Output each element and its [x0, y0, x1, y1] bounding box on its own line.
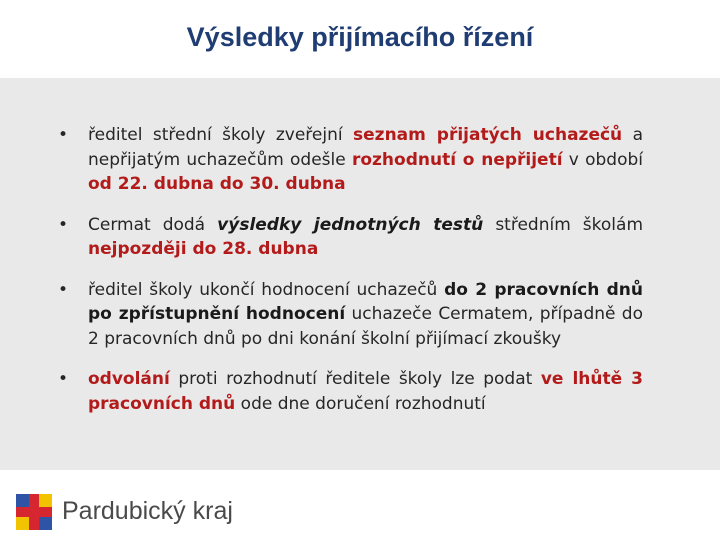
- bullet-text-segment: Cermat dodá: [88, 214, 218, 235]
- content-panel: [0, 78, 720, 470]
- bullet-text-segment: proti rozhodnutí ředitele školy lze podat: [169, 369, 541, 389]
- footer: [0, 470, 720, 540]
- bullet-text-segment: rozhodnutí o nepřijetí: [351, 149, 563, 170]
- bullet-text-segment: seznam přijatých uchazečů: [353, 125, 623, 145]
- bullet-marker: •: [58, 125, 69, 145]
- bullet-item: [58, 123, 643, 197]
- bullet-marker: •: [58, 369, 69, 389]
- bullet-text-segment: uchazeče Cermatem, případně do 2 pracovních dnů po dni konání školní přijímací zkoušky: [88, 304, 643, 349]
- bullet-text-segment: odvolání: [88, 369, 170, 389]
- bullet-text-segment: výsledky jednotných testů: [217, 214, 484, 235]
- bullet-text-segment: středním školám: [483, 214, 644, 235]
- bullet-text-segment: ředitel střední školy zveřejní: [88, 125, 354, 145]
- slide-title: Výsledky přijímacího řízení: [186, 22, 534, 52]
- org-name: Pardubický kraj: [62, 497, 233, 525]
- bullet-list: [58, 123, 643, 432]
- bullet-text-segment: od 22. dubna do 30. dubna: [88, 174, 346, 194]
- bullet-text-segment: v období: [562, 149, 643, 170]
- bullet-text-segment: do 2 pracovních dnů po zpřístupnění hodnocení: [88, 279, 643, 324]
- bullet-text-segment: a nepřijatým uchazečům odešle: [88, 125, 643, 170]
- pardubice-region-logo-icon: [16, 494, 52, 530]
- bullet-text-segment: nejpozději do 28. dubna: [88, 239, 319, 259]
- bullet-item: [58, 213, 643, 262]
- bullet-text-segment: ode dne doručení rozhodnutí: [235, 393, 486, 414]
- bullet-text-segment: ředitel školy ukončí hodnocení uchazečů: [88, 279, 445, 300]
- bullet-text-segment: ve lhůtě 3 pracovních dnů: [88, 369, 643, 414]
- bullet-marker: •: [58, 279, 69, 300]
- bullet-marker: •: [58, 214, 69, 235]
- bullet-item: [58, 367, 643, 416]
- title-bar: [0, 0, 720, 78]
- bullet-item: [58, 278, 643, 352]
